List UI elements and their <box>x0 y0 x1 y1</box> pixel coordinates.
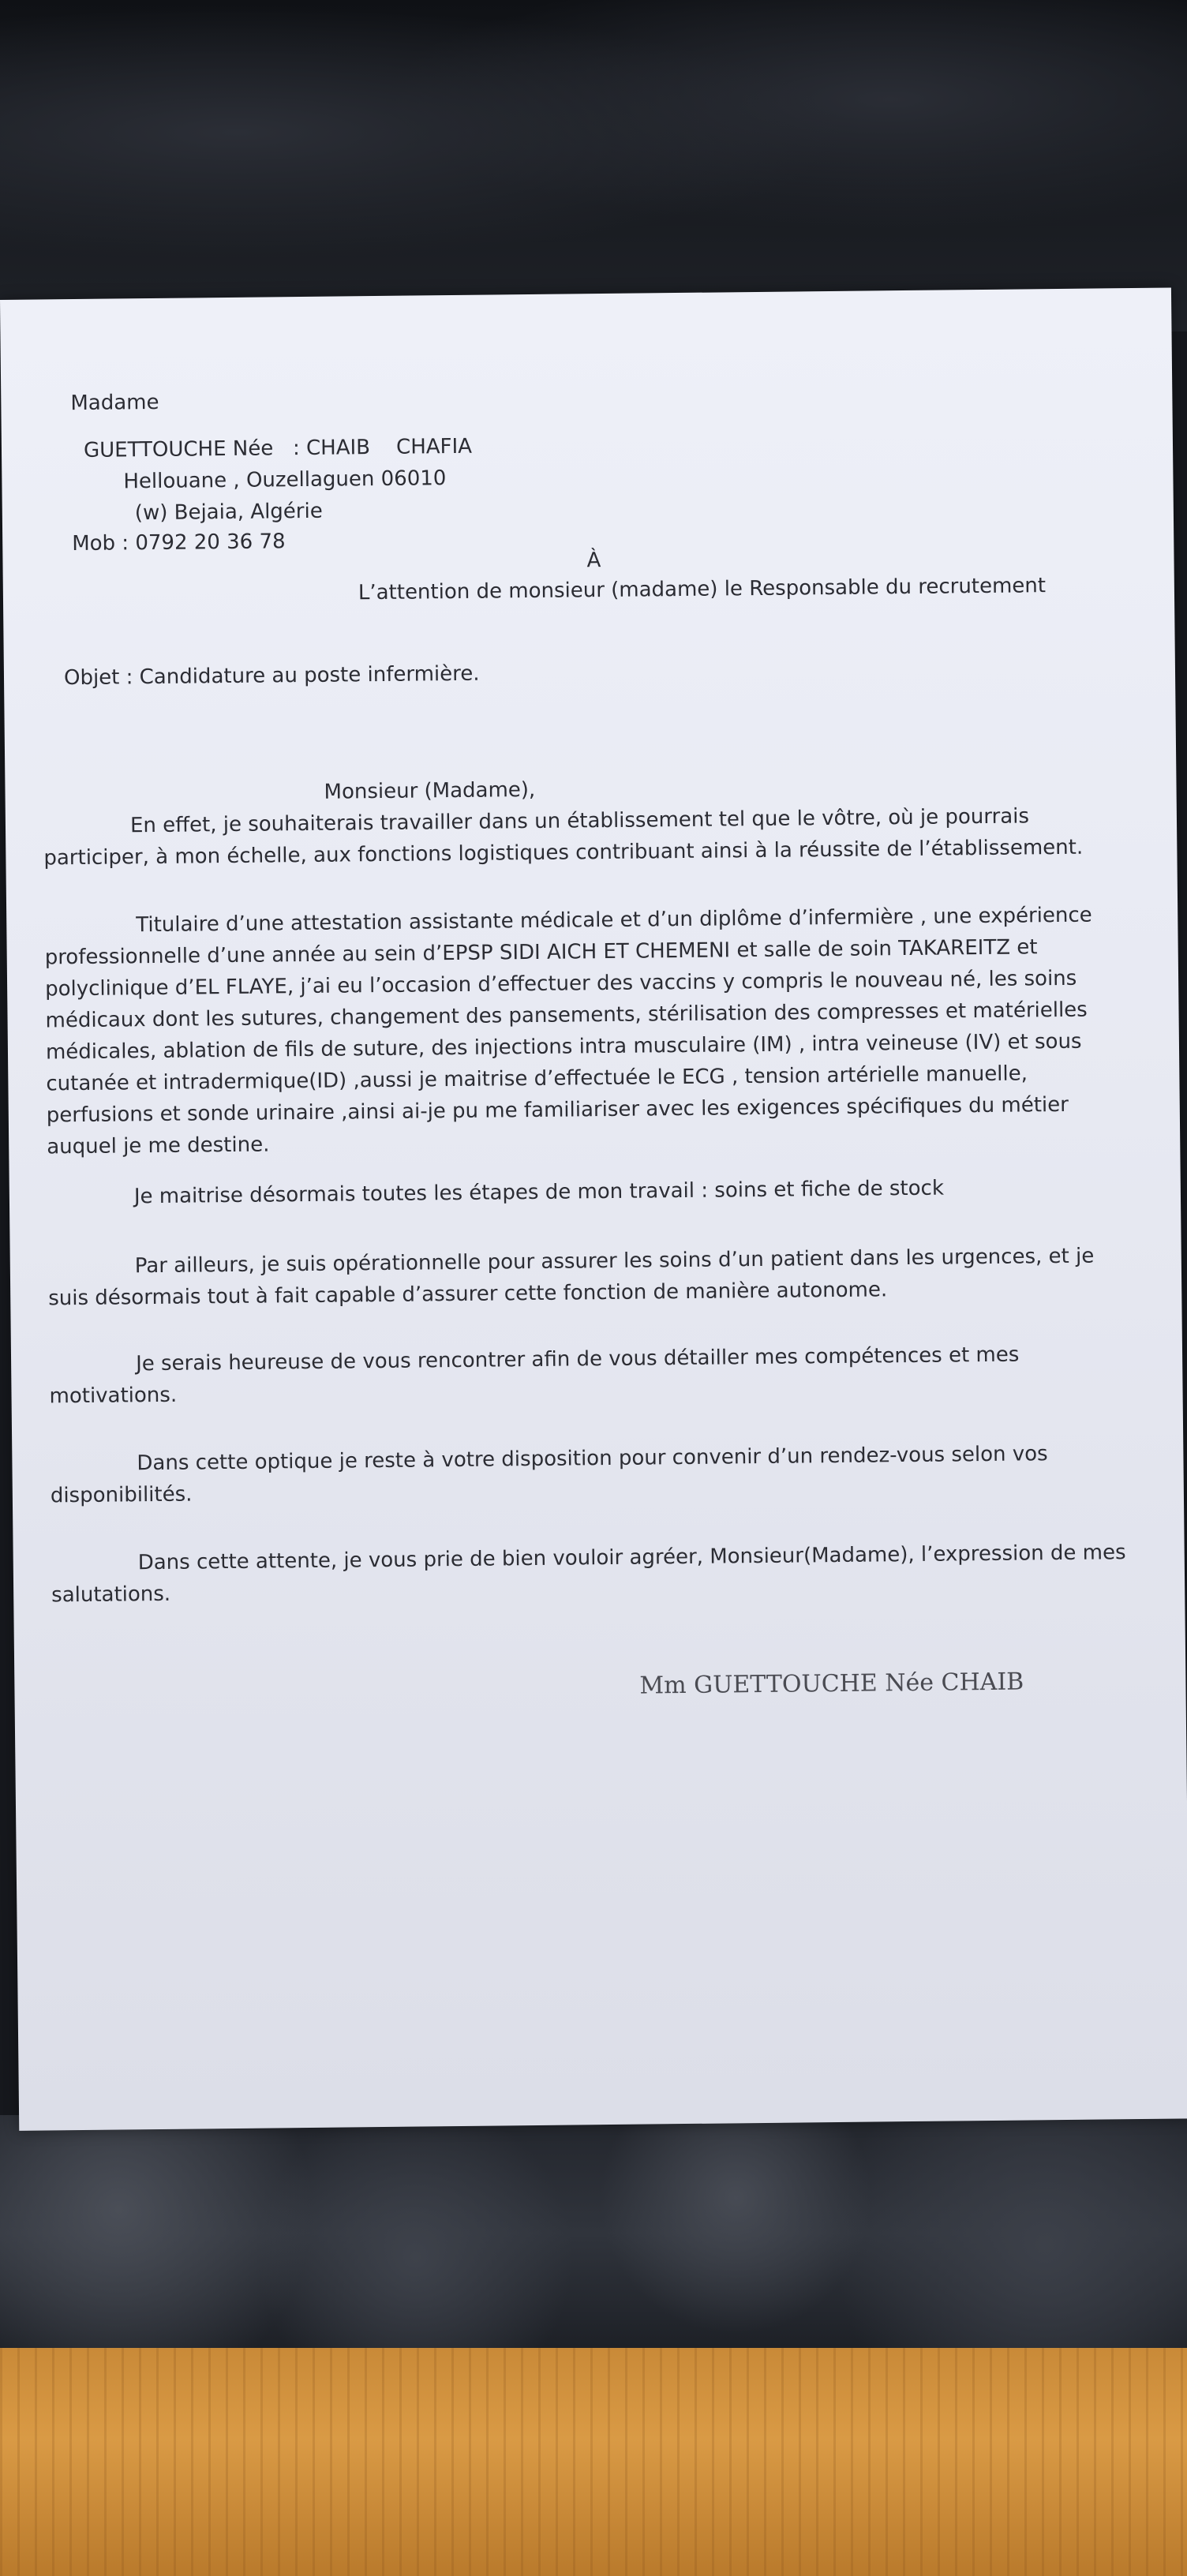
paragraph-1: En effet, je souhaiterais travailler dans un établissement tel que le vôtre, où je pourrais participer, à mon échelle, aux fonctions logistiques contribuant ainsi à la réussite de l’établissement. <box>43 804 1084 871</box>
letter-greeting: Monsieur (Madame), <box>324 777 536 804</box>
letter-content <box>0 287 1187 2130</box>
paragraph-5: Je serais heureuse de vous rencontrer afin de vous détailler mes compétences et mes motivations. <box>49 1342 1020 1409</box>
patterned-tablecloth <box>0 2115 1187 2352</box>
paragraph-6: Dans cette optique je reste à votre disposition pour convenir d’un rendez-vous selon vos disponibilités. <box>50 1442 1048 1508</box>
recipient-prefix: À <box>586 549 601 573</box>
dark-background <box>0 0 1187 331</box>
paragraph-2: Titulaire d’une attestation assistante médicale et d’un diplôme d’infermière , une expérience professionnelle d’une année au sein d’EPSP SIDI AICH ET CHEMENI et salle de soin TAKAREITZ et polyclinique d’EL FLAYE, j’ai eu l’occasion d’effectuer des vaccins y compris le nouveau né, les soins médicaux dont les sutures, changement des pansements, stérilisation des compresses et matérielles médicales, ablation de fils de suture, des injections intra musculaire (IM) , intra veineuse (IV) et sous cutanée et intradermique(ID) ,aussi je maitrise d’effectuée le ECG , tension artérielle manuelle, perfusions et sonde urinaire ,ainsi ai-je pu me familiariser avec les exigences spécifiques du métier auquel je me destine. <box>44 903 1092 1159</box>
paragraph-4: Par ailleurs, je suis opérationnelle pour assurer les soins d’un patient dans les urgences, et je suis désormais tout à fait capable d’assurer cette fonction de manière autonome. <box>48 1244 1095 1311</box>
sender-salutation: Madame <box>70 390 159 416</box>
sender-address-line-1: Hellouane , Ouzellaguen 06010 <box>123 466 447 494</box>
paragraph-3: Je maitrise désormais toutes les étapes de mon travail : soins et fiche de stock <box>133 1176 945 1209</box>
paragraph-7: Dans cette attente, je vous prie de bien vouloir agréer, Monsieur(Madame), l’expression de mes salutations. <box>51 1541 1126 1608</box>
wooden-surface <box>0 2348 1187 2576</box>
sender-mobile: Mob : 0792 20 36 78 <box>72 530 286 556</box>
signature: Mm GUETTOUCHE Née CHAIB <box>639 1668 1024 1700</box>
sender-name: GUETTOUCHE Née : CHAIB CHAFIA <box>83 434 473 462</box>
recipient-attention: L’attention de monsieur (madame) le Responsable du recrutement <box>358 574 1047 605</box>
sender-address-line-2: (w) Bejaia, Algérie <box>134 499 323 526</box>
letter-sheet <box>0 287 1187 2130</box>
letter-subject: Objet : Candidature au poste infermière. <box>63 661 480 691</box>
